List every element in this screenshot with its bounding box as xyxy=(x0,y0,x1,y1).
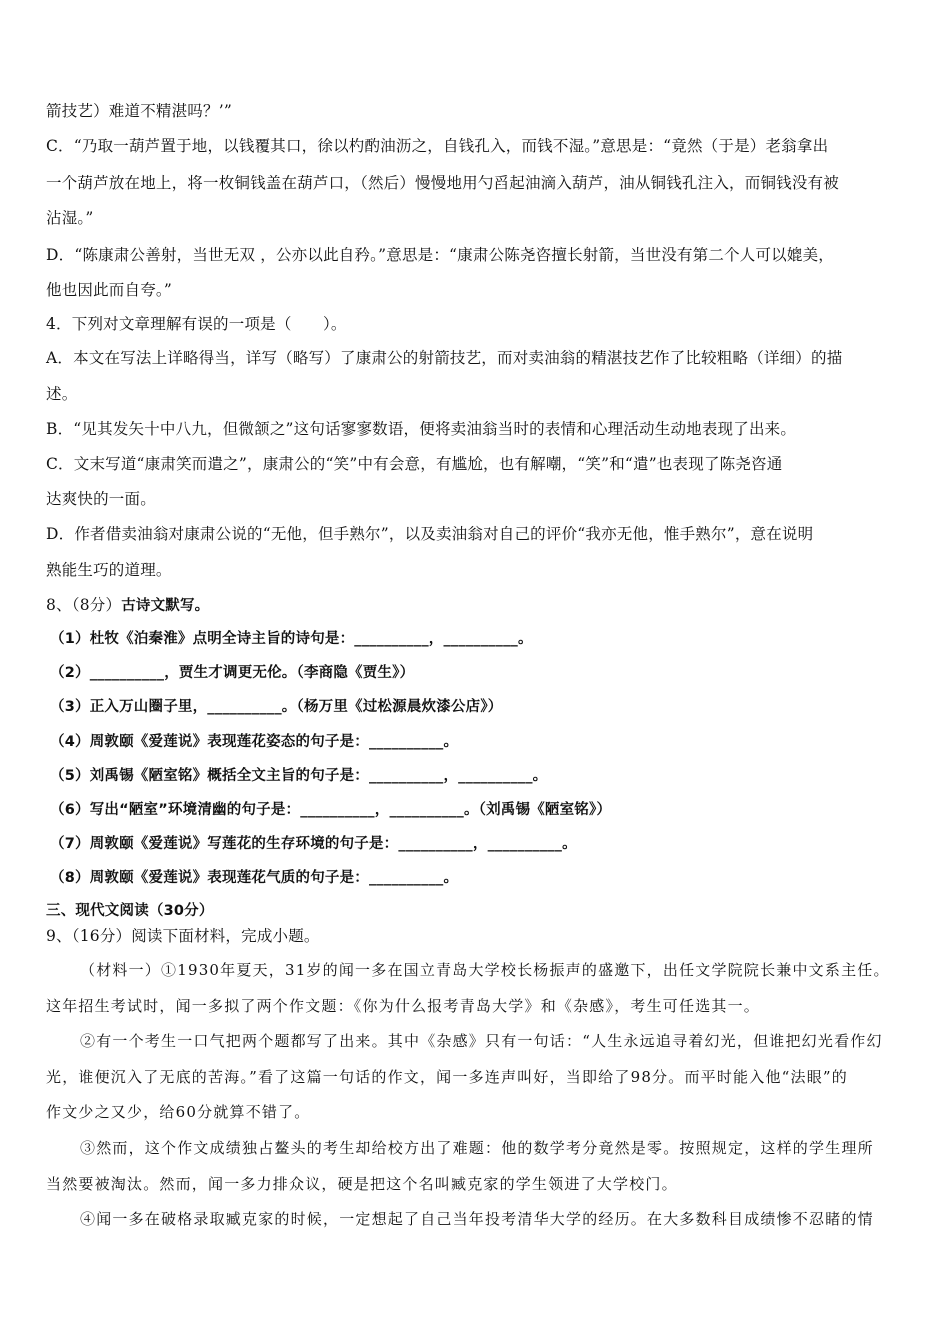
q4-line: 达爽快的一面。 xyxy=(46,490,156,508)
q4-line: B．“见其发矢十中八九，但微颔之”这句话寥寥数语，便将卖油翁当时的表情和心理活动生动地表现了出来。 xyxy=(46,420,797,438)
q8-title: 古诗文默写。 xyxy=(121,598,210,614)
q3-option-line: D．“陈康肃公善射，当世无双 ，公亦以此自矜。”意思是：“康肃公陈尧咨擅长射箭，当世没有第二个人可以媲美， xyxy=(46,246,834,264)
material-line: ②有一个考生一口气把两个题都写了出来。其中《杂感》只有一句话：“人生永远追寻着幻光，但谁把幻光看作幻 xyxy=(80,1032,883,1050)
q3-option-line: 沾湿。” xyxy=(46,209,94,227)
q3-option-line: 箭技艺）难道不精湛吗？’” xyxy=(46,102,232,120)
material-line: （材料一）①1930年夏天，31岁的闻一多在国立青岛大学校长杨振声的盛邀下，出任文学院院长兼中文系主任。 xyxy=(80,961,890,979)
section-title: 三、现代文阅读（30分） xyxy=(46,903,214,919)
q4-line: A．本文在写法上详略得当，详写（略写）了康肃公的射箭技艺，而对卖油翁的精湛技艺作了比较粗略（详细）的描 xyxy=(46,349,843,367)
q8-item: （4）周敦颐《爱莲说》表现莲花姿态的句子是：__________。 xyxy=(50,734,459,750)
q8-item: （7）周敦颐《爱莲说》写莲花的生存环境的句子是：__________，__________。 xyxy=(50,836,577,852)
q8-item: （1）杜牧《泊秦淮》点明全诗主旨的诗句是：__________，__________。 xyxy=(50,631,533,647)
q4-stem: 4．下列对文章理解有误的一项是（ ）。 xyxy=(46,315,347,333)
q8-item: （5）刘禹锡《陋室铭》概括全文主旨的句子是：__________，__________。 xyxy=(50,768,548,784)
q4-line: 熟能生巧的道理。 xyxy=(46,561,172,579)
q4-line: C．文末写道“康肃笑而遣之”，康肃公的“笑”中有会意，有尴尬，也有解嘲，“笑”和“遣”也表现了陈尧咨通 xyxy=(46,455,783,473)
q8-number: 8、（8分） xyxy=(46,596,122,614)
material-line: 光，谁便沉入了无底的苦海。”看了这篇一句话的作文，闻一多连声叫好，当即给了98分。而平时能入他“法眼”的 xyxy=(46,1068,848,1086)
material-line: 作文少之又少，给60分就算不错了。 xyxy=(46,1103,311,1121)
q3-option-line: 他也因此而自夸。” xyxy=(46,281,172,299)
material-line: 当然要被淘汰。然而，闻一多力排众议，硬是把这个名叫臧克家的学生领进了大学校门。 xyxy=(46,1175,678,1193)
q4-line: D．作者借卖油翁对康肃公说的“无他，但手熟尔”，以及卖油翁对自己的评价“我亦无他，惟手熟尔”，意在说明 xyxy=(46,525,814,543)
q8-item: （6）写出“陋室”环境清幽的句子是：__________，__________。（刘禹锡《陋室铭》） xyxy=(50,802,612,818)
material-line: 这年招生考试时，闻一多拟了两个作文题：《你为什么报考青岛大学》和《杂感》，考生可任选其一。 xyxy=(46,997,761,1015)
q9-stem: 9、（16分）阅读下面材料，完成小题。 xyxy=(46,927,320,945)
material-line: ④闻一多在破格录取臧克家的时候，一定想起了自己当年投考清华大学的经历。在大多数科目成绩惨不忍睹的情 xyxy=(80,1210,874,1228)
q8-item: （2）__________，贾生才调更无伦。（李商隐《贾生》） xyxy=(50,665,415,681)
q8-heading xyxy=(46,594,209,617)
material-line: ③然而，这个作文成绩独占鳌头的考生却给校方出了难题：他的数学考分竟然是零。按照规定，这样的学生理所 xyxy=(80,1139,874,1157)
q8-item: （3）正入万山圈子里，__________。（杨万里《过松源晨炊漆公店》） xyxy=(50,699,503,715)
q8-item: （8）周敦颐《爱莲说》表现莲花气质的句子是：__________。 xyxy=(50,870,459,886)
q4-line: 述。 xyxy=(46,385,78,403)
q3-option-line: 一个葫芦放在地上，将一枚铜钱盖在葫芦口，（然后）慢慢地用勺舀起油滴入葫芦，油从铜钱孔注入，而铜钱没有被 xyxy=(46,174,839,192)
q3-option-line: C．“乃取一葫芦置于地，以钱覆其口，徐以杓酌油沥之，自钱孔入，而钱不湿。”意思是：“竟然（于是）老翁拿出 xyxy=(46,137,829,155)
